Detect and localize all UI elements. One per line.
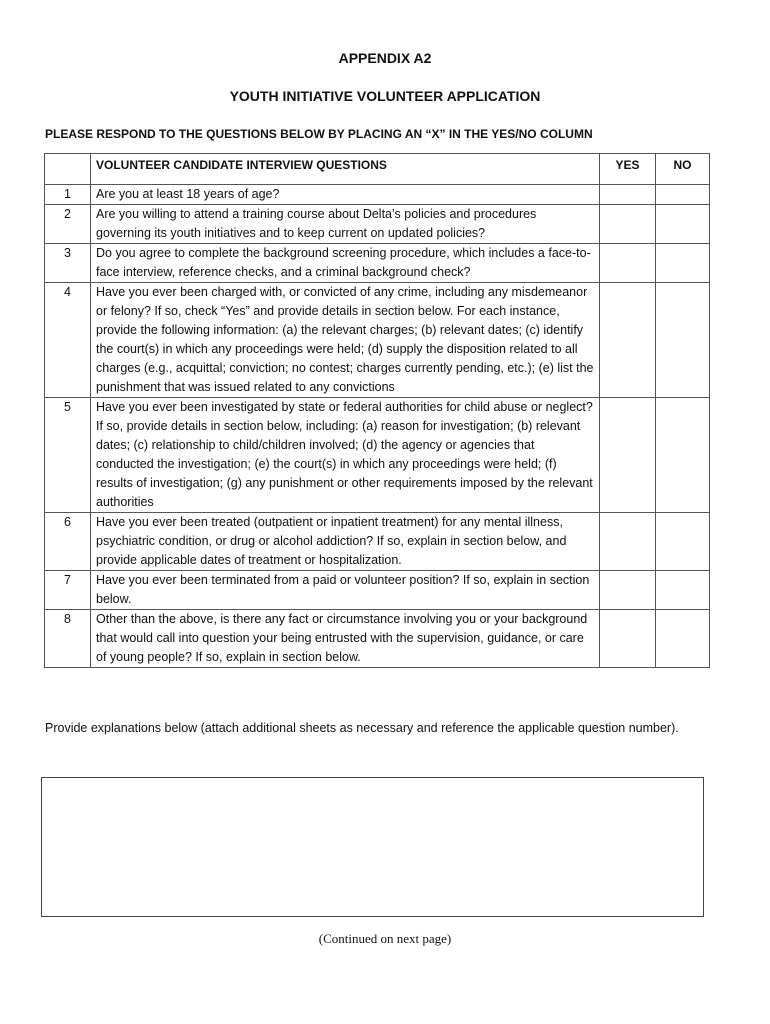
- table-row: [45, 185, 710, 205]
- yes-answer-cell[interactable]: [600, 185, 656, 205]
- question-column-header: VOLUNTEER CANDIDATE INTERVIEW QUESTIONS: [91, 154, 600, 185]
- explanations-prompt: Provide explanations below (attach additional sheets as necessary and reference the applicable question number).: [45, 721, 679, 735]
- yes-column-header: YES: [600, 154, 656, 185]
- question-number: 7: [45, 571, 91, 610]
- no-column-header: NO: [656, 154, 710, 185]
- yes-answer-cell[interactable]: [600, 283, 656, 398]
- no-answer-cell[interactable]: [656, 205, 710, 244]
- question-text: Have you ever been treated (outpatient or inpatient treatment) for any mental illness, psychiatric condition, or drug or alcohol addiction? If so, explain in section below, and provide applicable dates of treatment or hospitalization.: [91, 513, 600, 571]
- table-row: [45, 610, 710, 668]
- no-answer-cell[interactable]: [656, 571, 710, 610]
- table-header-row: [45, 154, 710, 185]
- question-text: Do you agree to complete the background screening procedure, which includes a face-to-face interview, reference checks, and a criminal background check?: [91, 244, 600, 283]
- table-row: [45, 205, 710, 244]
- table-row: [45, 283, 710, 398]
- no-answer-cell[interactable]: [656, 513, 710, 571]
- yes-answer-cell[interactable]: [600, 610, 656, 668]
- form-title: YOUTH INITIATIVE VOLUNTEER APPLICATION: [229, 88, 541, 104]
- number-column-header: [45, 154, 91, 185]
- table-row: [45, 244, 710, 283]
- table-row: [45, 571, 710, 610]
- questions-table: [44, 153, 710, 668]
- question-number: 2: [45, 205, 91, 244]
- question-text: Have you ever been investigated by state or federal authorities for child abuse or neglect? If so, provide details in section below, including: (a) reason for investigation; (b) relevant dates; (c) relationship to child/children involved; (d) the agency or agencies that conducted the investigation; (e) the court(s) in which any proceedings were held; (f) results of investigation; (g) any punishment or other requirements imposed by the relevant authorities: [91, 398, 600, 513]
- no-answer-cell[interactable]: [656, 283, 710, 398]
- question-number: 6: [45, 513, 91, 571]
- yes-answer-cell[interactable]: [600, 398, 656, 513]
- yes-answer-cell[interactable]: [600, 205, 656, 244]
- question-number: 5: [45, 398, 91, 513]
- question-number: 4: [45, 283, 91, 398]
- question-text: Other than the above, is there any fact or circumstance involving you or your background that would call into question your being entrusted with the supervision, guidance, or care of young people? If so, explain in section below.: [91, 610, 600, 668]
- question-text: Are you at least 18 years of age?: [91, 185, 600, 205]
- yes-answer-cell[interactable]: [600, 244, 656, 283]
- yes-answer-cell[interactable]: [600, 513, 656, 571]
- instructions-text: PLEASE RESPOND TO THE QUESTIONS BELOW BY PLACING AN “X” IN THE YES/NO COLUMN: [45, 127, 593, 141]
- question-text: Are you willing to attend a training course about Delta’s policies and procedures governing its youth initiatives and to keep current on updated policies?: [91, 205, 600, 244]
- question-number: 8: [45, 610, 91, 668]
- question-number: 3: [45, 244, 91, 283]
- continued-note: (Continued on next page): [318, 931, 452, 946]
- no-answer-cell[interactable]: [656, 610, 710, 668]
- table-row: [45, 398, 710, 513]
- yes-answer-cell[interactable]: [600, 571, 656, 610]
- no-answer-cell[interactable]: [656, 398, 710, 513]
- question-text: Have you ever been terminated from a paid or volunteer position? If so, explain in section below.: [91, 571, 600, 610]
- explanations-box[interactable]: [41, 777, 704, 917]
- question-number: 1: [45, 185, 91, 205]
- no-answer-cell[interactable]: [656, 185, 710, 205]
- table-row: [45, 513, 710, 571]
- question-text: Have you ever been charged with, or convicted of any crime, including any misdemeanor or felony? If so, check “Yes” and provide details in section below. For each instance, provide the following information: (a) the relevant charges; (b) relevant dates; (c) identify the court(s) in which any proceedings were held; (d) supply the disposition related to all charges (e.g., acquittal; conviction; no contest; charges currently pending, etc.); (e) list the punishment that was issued related to any convictions: [91, 283, 600, 398]
- appendix-heading: APPENDIX A2: [338, 50, 432, 66]
- no-answer-cell[interactable]: [656, 244, 710, 283]
